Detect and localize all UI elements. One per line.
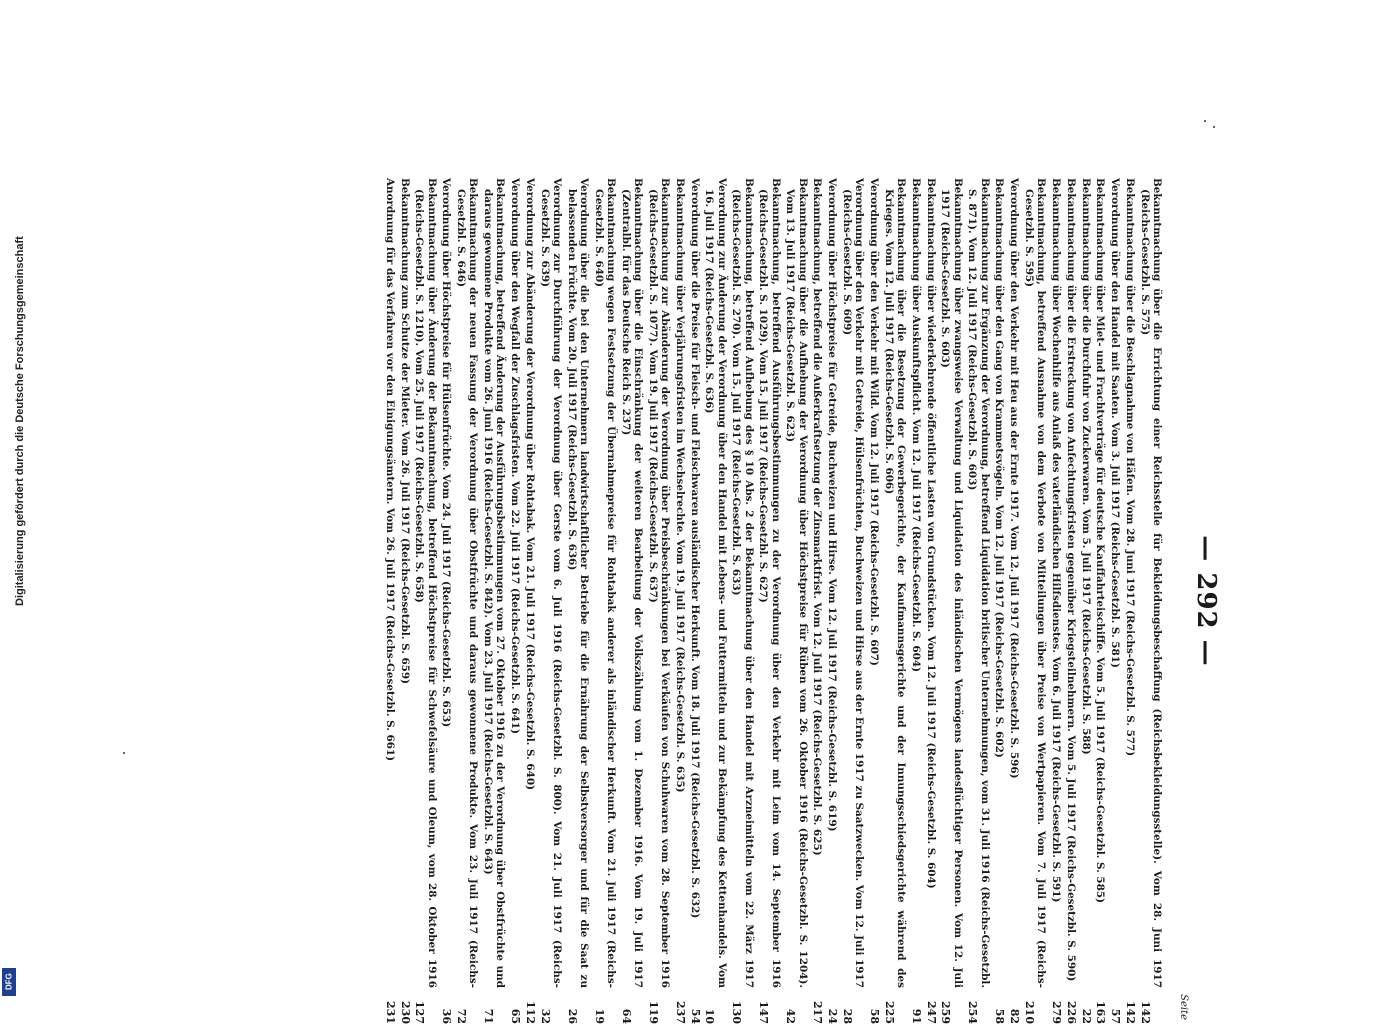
index-entry-text: Bekanntmachung, betreffend Aufhebung des § 10 Abs. 2 der Bekanntmachung über den Handel mit Arzneimitteln vom 22. März 1917 (Reichs-Gesetzbl. S. 270). Vom 15. Juli 1917 (Reichs-Gesetzbl. S. 633) [730, 178, 755, 988]
index-entry-text: Bekanntmachung, betreffend Änderung der Ausführungsbestimmungen vom 27. Oktober 1916 zu der Verordnung über Obstfrüchte und daraus gewonnene Produkte vom 26. Juni 1916 (Reichs-Gesetzbl. S. 842). Vom 23. Juli 1917 (Reichs-Gesetzbl. S. 643) [482, 178, 507, 988]
index-entry [509, 178, 521, 1024]
index-entry [1079, 178, 1091, 1024]
index-entry-text: Verordnung über den Wegfall der Zuschlagsfristen. Vom 22. Juli 1917 (Reichs-Gesetzbl. S. 641) [509, 178, 522, 735]
index-entry-text: Verordnung zur Änderung der Verordnung über den Handel mit Lebens- und Futtermitteln und zur Bekämpfung des Kettenhandels. Vom 16. Juli 1917 (Reichs-Gesetzbl. S. 636) [703, 178, 728, 988]
index-entry-page: 10 [703, 1008, 717, 1024]
index-entry-page: 28 [841, 1008, 855, 1024]
index-entry-page: 237 [673, 1001, 687, 1024]
index-entry [924, 178, 936, 1024]
index-entry-list [153, 178, 1163, 1024]
index-entry-text: Bekanntmachung über die Besetzung der Gewerbegerichte, der Kaufmannsgerichte und der Innungsschiedsgerichte während des Krieges. Vom 12. Juli 1917 (Reichs-Gesetzbl. S. 606) [882, 178, 908, 988]
index-entry-page: 24 [826, 1008, 840, 1024]
index-entry-page: 225 [882, 1001, 896, 1024]
index-entry-text: Verordnung über den Verkehr mit Heu aus der Ernte 1917. Vom 12. Juli 1917 (Reichs-Gesetzbl. S. 596) [1008, 178, 1021, 779]
index-entry-text: Bekanntmachung zur Abänderung der Verordnung über Preisbeschränkungen bei Verkäufen von Schuhwaren vom 28. September 1916 (Reichs-Gesetzbl. S. 1077). Vom 19. Juli 1917 (Reichs-Gesetzbl. S. 637) [646, 178, 672, 988]
index-entry [440, 178, 452, 1024]
index-entry-text: Bekanntmachung über die Durchfuhr von Zuckerwaren. Vom 5. Juli 1917 (Reichs-Gesetzbl. S. 588) [1079, 178, 1092, 755]
index-entry-page: 230 [398, 1001, 412, 1024]
index-entry [482, 178, 506, 1024]
index-entry-text: Verordnung über Höchstpreise für Getreide, Buchweizen und Hirse. Vom 12. Juli 1917 (Reichs-Gesetzbl. S. 619) [826, 178, 839, 832]
index-entry [784, 178, 808, 1024]
index-entry [1139, 178, 1163, 1024]
index-entry-text: Bekanntmachung, betreffend Ausführungsbestimmungen zu der Verordnung über den Verkehr mit Leim vom 14. September 1916 (Reichs-Gesetzbl. S. 1029). Vom 15. Juli 1917 (Reichs-Gesetzbl. S. 627) [757, 178, 782, 988]
index-entry-page: 22 [1079, 1008, 1093, 1024]
index-entry-text: Verordnung zur Abänderung der Verordnung über Rohtabak. Vom 21. Juli 1917 (Reichs-Gesetzbl. S. 640) [524, 178, 537, 790]
index-entry [1094, 178, 1106, 1024]
index-entry-page: 26 [565, 1008, 579, 1024]
index-entry [620, 178, 644, 1024]
index-entry-page: 147 [757, 1001, 771, 1024]
index-entry-page: 142 [1138, 1001, 1152, 1024]
index-entry [647, 178, 671, 1024]
index-entry-page: 58 [993, 1008, 1007, 1024]
index-entry-page: 226 [1064, 1001, 1078, 1024]
index-entry-page: 142 [1124, 1001, 1137, 1024]
index-entry [1050, 178, 1062, 1024]
index-entry-text: Verordnung über die bei den Unternehmern landwirtschaftlicher Betriebe für die Ernährung der Selbstversorger und für die Saat zu belassenden Früchte. Vom 20. Juli 1917 (Reichs-Gesetzbl. S. 636) [565, 178, 591, 988]
index-entry-text: Bekanntmachung über Änderung der Bekanntmachung, betreffend Höchstpreise für Schwefelsäure und Oleum, vom 28. Oktober 1916 (Reichs-Gesetzbl. S. 1210). Vom 25. Juli 1917 (Reichs-Gesetzbl. S. 658) [413, 178, 438, 988]
index-entry [841, 178, 865, 1024]
index-entry-text: Bekanntmachung über die Beschlagnahme von Häfen. Vom 28. Juni 1917 (Reichs-Gesetzbl. S. 577) [1124, 178, 1136, 757]
index-entry-page: 36 [440, 1008, 454, 1024]
index-entry [398, 178, 410, 1024]
index-entry [524, 178, 536, 1024]
index-entry-page: 130 [730, 1001, 744, 1024]
index-entry [868, 178, 880, 1024]
scan-speck [1213, 126, 1215, 128]
index-entry-text: Bekanntmachung zum Schutze der Mieter. Vom 26. Juli 1917 (Reichs-Gesetzbl. S. 659) [398, 178, 411, 685]
index-entry-page: 247 [924, 1001, 938, 1024]
index-entry-page: 210 [1023, 1001, 1037, 1024]
index-entry-page: 32 [538, 1008, 552, 1024]
index-entry-text: Bekanntmachung über Wochenhilfe aus Anlaß des vaterländischen Hilfsdienstes. Vom 6. Juli 1917 (Reichs-Gesetzbl. S. 591) [1050, 178, 1063, 903]
index-entry [1008, 178, 1020, 1024]
index-entry [1023, 178, 1047, 1024]
index-entry [826, 178, 838, 1024]
index-entry-text: Bekanntmachung über Miet- und Frachtverträge für deutsche Kauffahrteischiffe. Vom 5. Juli 1917 (Reichs-Gesetzbl. S. 585) [1094, 178, 1107, 904]
index-entry-text: Bekanntmachung über wiederkehrende öffentliche Lasten von Grundstücken. Vom 12. Juli 1917 (Reichs-Gesetzbl. S. 604) [924, 178, 937, 889]
index-entry-page: 231 [383, 1001, 397, 1024]
index-entry-text: Bekanntmachung wegen Festsetzung der Übernahmepreise für Rohtabak anderer als inländischer Herkunft. Vom 21. Juli 1917 (Reichs-Gesetzbl. S. 640) [592, 178, 618, 988]
index-entry [1109, 178, 1121, 1024]
index-entry [455, 178, 479, 1024]
index-entry-page: 119 [646, 1001, 660, 1024]
index-entry-page: 64 [619, 1008, 633, 1024]
digitization-credit: Digitalisierung gefördert durch die Deutsche Forschungsgemeinschaft [14, 236, 26, 606]
index-entry [1065, 178, 1077, 1024]
index-entry-text: Verordnung zur Durchführung der Verordnung über Gerste vom 6. Juli 1916 (Reichs-Gesetzbl. S. 800). Vom 21. Juli 1917 (Reichs-Gesetzbl. S. 639) [538, 178, 564, 988]
index-entry [1124, 178, 1136, 1024]
index-entry-page: 57 [1109, 1008, 1123, 1024]
scanned-page [149, 178, 1229, 1024]
index-entry-text: Verordnung über die Preise für Fleisch- und Fleischwaren ausländischer Herkunft. Vom 18. Juli 1917 (Reichs-Gesetzbl. S. 632) [688, 178, 701, 919]
index-entry-page: 112 [524, 1001, 538, 1024]
index-entry-text: Bekanntmachung, betreffend die Außerkraftsetzung der Zinsmarktfrist. Vom 12. Juli 1917 (Reichs-Gesetzbl. S. 625) [811, 178, 824, 856]
index-entry [939, 178, 963, 1024]
index-entry-page: 259 [939, 1001, 953, 1024]
index-entry-page: 58 [868, 1008, 882, 1024]
index-entry-page: 65 [509, 1008, 523, 1024]
index-entry-text: Bekanntmachung über zwangsweise Verwaltung und Liquidation des inländischen Vermögens landesflüchtiger Personen. Vom 12. Juli 1917 (Reichs-Gesetzbl. S. 603) [939, 178, 964, 988]
index-entry-text: Bekanntmachung über die Aufhebung der Verordnung über Höchstpreise für Rüben vom 26. Oktober 1916 (Reichs-Gesetzbl. S. 1204). Vom 13. Juli 1917 (Reichs-Gesetzbl. S. 623) [784, 178, 809, 988]
dfg-logo: DFG [2, 968, 16, 996]
index-entry-page: 82 [1008, 1008, 1022, 1024]
index-entry [883, 178, 907, 1024]
index-entry-text: Bekanntmachung der neuen Fassung der Verordnung über Obstfrüchte und daraus gewonnene Produkte. Vom 23. Juli 1917 (Reichs-Gesetzbl. S. 646) [455, 178, 480, 988]
index-entry [674, 178, 686, 1024]
index-entry-text: Bekanntmachung zur Ergänzung der Verordnung, betreffend Liquidation britischer Unternehmungen, vom 31. Juli 1916 (Reichs-Gesetzbl. S. 871). Vom 12. Juli 1917 (Reichs-Gesetzbl. S. 603) [966, 178, 991, 988]
index-entry-page: 54 [688, 1008, 702, 1024]
index-entry-page: 71 [482, 1008, 496, 1024]
index-entry [730, 178, 754, 1024]
index-entry [384, 178, 396, 1024]
index-entry-text: Bekanntmachung über Auskunftspflicht. Vom 12. Juli 1917 (Reichs-Gesetzbl. S. 604) [909, 178, 922, 673]
index-entry-text: Bekanntmachung über Verjährungsfristen im Wechselrechte. Vom 19. Juli 1917 (Reichs-Gesetzbl. S. 635) [673, 178, 686, 793]
index-entry-page: 127 [413, 1001, 427, 1024]
index-entry-page: 72 [455, 1008, 469, 1024]
index-entry-text: Bekanntmachung über die Erstreckung von Anfechtungsfristen gegenüber Kriegsteilnehmern. Vom 5. Juli 1917 (Reichs-Gesetzbl. S. 590) [1064, 178, 1077, 982]
index-entry [413, 178, 437, 1024]
index-entry [757, 178, 781, 1024]
index-entry-text: Verordnung über den Handel mit Saaten. Vom 3. Juli 1917 (Reichs-Gesetzbl. S. 581) [1109, 178, 1122, 668]
index-entry-page: 217 [811, 1001, 825, 1024]
index-entry [811, 178, 823, 1024]
index-entry-page: 42 [784, 1008, 798, 1024]
index-entry [688, 178, 700, 1024]
index-entry [539, 178, 563, 1024]
index-entry-page: 279 [1050, 1001, 1064, 1024]
index-entry-page: 163 [1094, 1001, 1108, 1024]
index-entry [566, 178, 590, 1024]
index-entry-text: Bekanntmachung, betreffend Ausnahme von dem Verbote von Mitteilungen über Preise von Wertpapieren. Vom 7. Juli 1917 (Reichs-Gesetzbl. S. 595) [1023, 178, 1048, 988]
index-entry-text: Bekanntmachung über die Errichtung einer Reichsstelle für Bekleidungsbeschaffung (Reichsbekleidungsstelle). Vom 28. Juni 1917 (Reichs-Gesetzbl. S. 575) [1138, 178, 1163, 988]
index-entry [966, 178, 990, 1024]
index-entry [910, 178, 922, 1024]
index-entry [593, 178, 617, 1024]
index-entry-text: Bekanntmachung über die Einschränkung der weiteren Bearbeitung der Volkszählung vom 1. Dezember 1916. Vom 19. Juli 1917 (Zentralbl. für das Deutsche Reich S. 237) [619, 178, 645, 988]
index-entry [703, 178, 727, 1024]
index-entry-text: Verordnung über den Verkehr mit Wild. Vom 12. Juli 1917 (Reichs-Gesetzbl. S. 607) [868, 178, 881, 666]
page-number: — 292 — [1191, 535, 1221, 667]
scan-speck [1204, 120, 1206, 122]
index-entry-text: Verordnung über Höchstpreise für Hülsenfrüchte. Vom 24. Juli 1917 (Reichs-Gesetzbl. S. 653) [440, 178, 453, 728]
index-entry-page: 254 [966, 1001, 980, 1024]
index-entry-page: 19 [592, 1008, 606, 1024]
index-entry [993, 178, 1005, 1024]
index-entry-page: 91 [909, 1008, 923, 1024]
index-entry-text: Anordnung für das Verfahren vor den Einigungsämtern. Vom 26. Juli 1917 (Reichs-Gesetzbl. S. 661) [383, 178, 396, 762]
page-column-label: Seite [1178, 994, 1189, 1020]
scan-speck [123, 752, 125, 754]
index-entry-text: Bekanntmachung über den Gang von Krammetsvögeln. Vom 12. Juli 1917 (Reichs-Gesetzbl. S. 602) [993, 178, 1006, 758]
index-entry-text: Verordnung über den Verkehr mit Getreide, Hülsenfrüchten, Buchweizen und Hirse aus der Ernte 1917 zu Saatzwecken. Vom 12. Juli 1917 (Reichs-Gesetzbl. S. 609) [841, 178, 866, 988]
